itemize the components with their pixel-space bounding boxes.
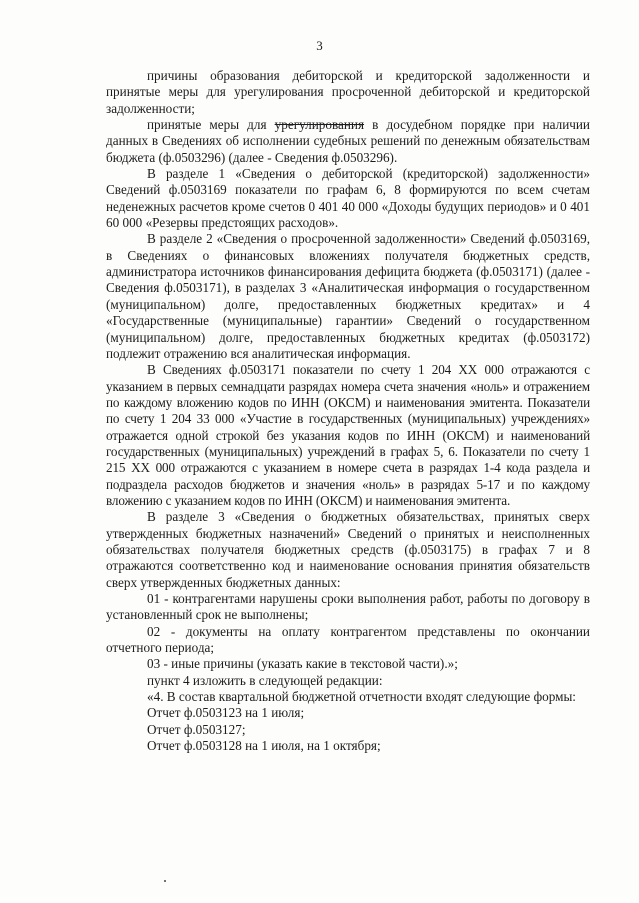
paragraph-2 xyxy=(106,117,590,166)
list-item-01: 01 - контрагентами нарушены сроки выполнения работ, работы по договору в установленный срок не выполнены; xyxy=(106,591,590,623)
paragraph-2-start: принятые меры для xyxy=(147,117,275,133)
paragraph-point-4: пункт 4 изложить в следующей редакции: xyxy=(147,672,383,688)
list-item-02: 02 - документы на оплату контрагентом представлены по окончании отчетного периода; xyxy=(106,623,590,656)
struck-word: урегулирования xyxy=(274,117,365,133)
form-item-0503128: Отчет ф.0503128 на 1 июля, на 1 октября; xyxy=(147,738,381,754)
document-body xyxy=(106,68,590,754)
paragraph-2-end: в досудебном порядке при наличии данных в Сведениях об исполнении судебных решений по денежным обязательствам бюджета (ф.0503296) (далее - Сведения ф.0503296). xyxy=(106,117,590,165)
paragraph-1: причины образования дебиторской и кредиторской задолженности и принятые меры для урегулирования просроченной дебиторской и кредиторской задолженности; xyxy=(106,68,590,116)
list-item-03: 03 - иные причины (указать какие в текстовой части).»; xyxy=(147,656,458,672)
paragraph-3: В разделе 1 «Сведения о дебиторской (кредиторской) задолженности» Сведений ф.0503169 показатели по графам 6, 8 формируются по всем счетам неденежных расчетов кроме счетов 0 401 40 000 «Доходы будущих периодов» и 0 401 60 000 «Резервы предстоящих расходов». xyxy=(106,166,590,231)
paragraph-5: В Сведениях ф.0503171 показатели по счету 1 204 ХХ 000 отражаются с указанием в первых семнадцати разрядах номера счета значения «ноль» и отражением по каждому вложению кодов по ИНН (ОКСМ) и наименования эмитента. Показатели по счету 1 204 33 000 «Участие в государственных (муниципальных) учреждениях» отражается одной строкой без указания кодов по ИНН (ОКСМ) и наименований государственных (муниципальных) учреждений в графах 5, 6. Показатели по счету 1 215 ХХ 000 отражаются с указанием в номере счета в разрядах 1-4 кода раздела и подраздела расходов бюджетов и значения «ноль» в разрядах 5-17 и по каждому вложению с указанием кодов по ИНН (ОКСМ) и наименования эмитента. xyxy=(106,362,590,508)
paragraph-6: В разделе 3 «Сведения о бюджетных обязательствах, принятых сверх утвержденных бюджетных назначений» Сведений о принятых и неисполненных обязательствах получателя бюджетных средств (ф.0503175) в графах 7 и 8 отражаются соответственно код и наименование основания принятия обязательств сверх утвержденных бюджетных данных: xyxy=(106,509,590,590)
paragraph-forms-intro: «4. В состав квартальной бюджетной отчетности входят следующие формы: xyxy=(147,689,576,705)
paragraph-4: В разделе 2 «Сведения о просроченной задолженности» Сведений ф.0503169, в Сведениях о финансовых вложениях получателя бюджетных средств, администратора источников финансирования дефицита бюджета (ф.0503171) (далее - Сведения ф.0503171), в разделах 3 «Аналитическая информация о государственном (муниципальном) долге, предоставленных бюджетных кредитах» и 4 «Государственные (муниципальные) гарантии» Сведений о государственном (муниципальном) долге, предоставленных бюджетных кредитах (ф.0503172) подлежит отражению вся аналитическая информация. xyxy=(106,231,590,361)
form-item-0503123: Отчет ф.0503123 на 1 июля; xyxy=(147,705,305,721)
scan-speck xyxy=(164,880,166,882)
form-item-0503127: Отчет ф.0503127; xyxy=(147,721,246,737)
page-number: 3 xyxy=(316,38,323,53)
